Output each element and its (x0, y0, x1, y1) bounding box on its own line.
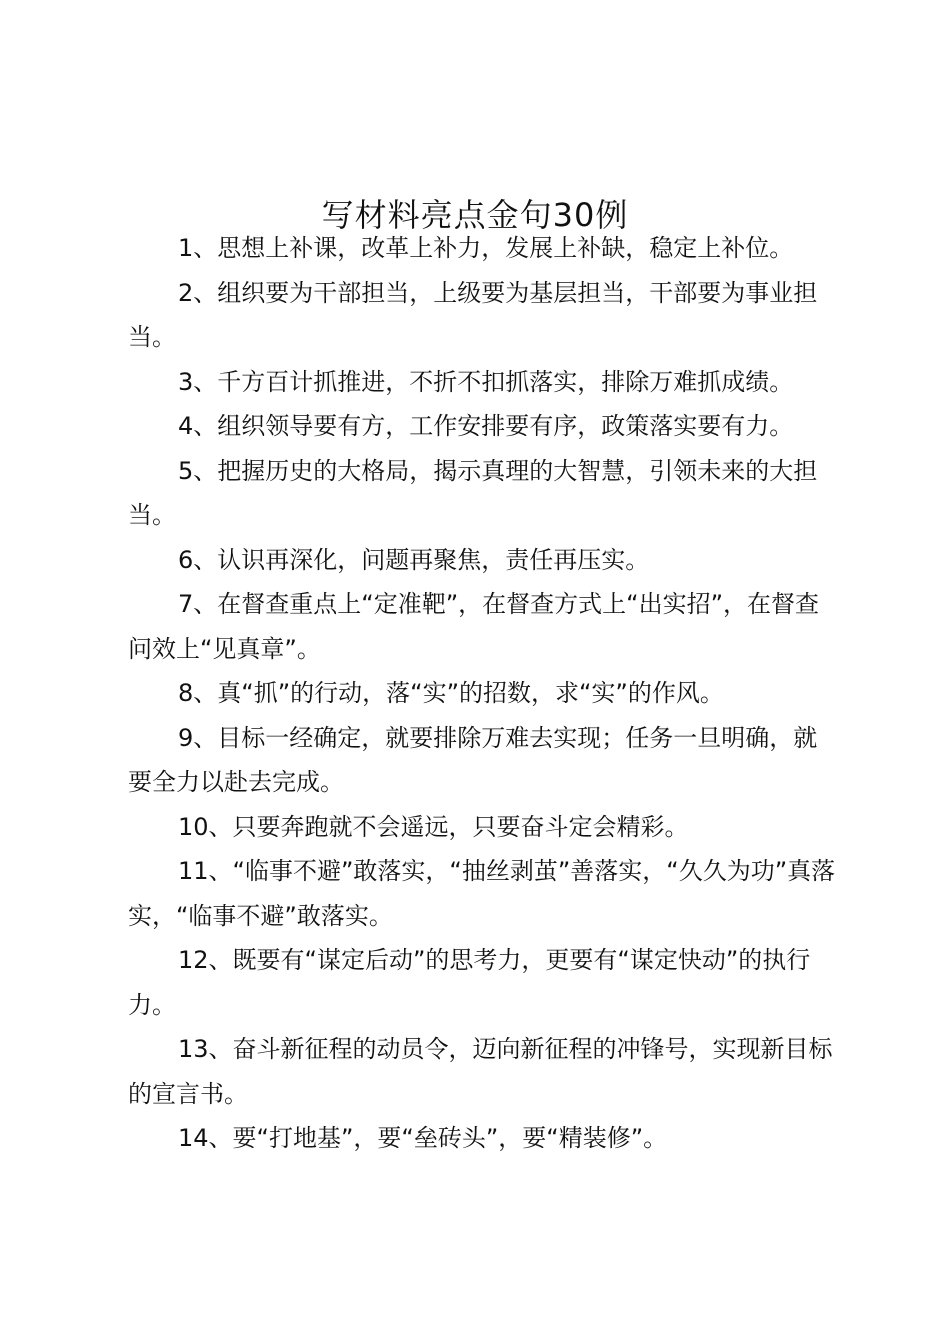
list-item: 13、奋斗新征程的动员令，迈向新征程的冲锋号，实现新目标的宣言书。 (128, 1035, 833, 1108)
list-item: 1、思想上补课，改革上补力，发展上补缺，稳定上补位。 (178, 234, 794, 262)
list-item: 2、组织要为干部担当，上级要为基层担当，干部要为事业担当。 (128, 278, 818, 351)
list-item: 11、“临事不避”敢落实，“抽丝剥茧”善落实，“久久为功”真落实，“临事不避”敢落实。 (128, 857, 836, 930)
list-item: 12、既要有“谋定后动”的思考力，更要有“谋定快动”的执行力。 (128, 946, 811, 1019)
document-body (128, 226, 838, 1161)
list-item: 4、组织领导要有方，工作安排要有序，政策落实要有力。 (178, 412, 794, 440)
list-item: 5、把握历史的大格局，揭示真理的大智慧，引领未来的大担当。 (128, 456, 818, 529)
list-item: 10、只要奔跑就不会遥远，只要奋斗定会精彩。 (178, 812, 689, 841)
list-item: 6、认识再深化，问题再聚焦，责任再压实。 (178, 545, 650, 574)
list-item: 3、千方百计抓推进，不折不扣抓落实，排除万难抓成绩。 (178, 367, 794, 396)
document-title: 写材料亮点金句30例 (321, 196, 629, 235)
list-item: 8、真“抓”的行动，落“实”的招数，求“实”的作风。 (178, 679, 724, 707)
list-item: 7、在督查重点上“定准靶”，在督查方式上“出实招”，在督查问效上“见真章”。 (128, 590, 820, 663)
list-item: 9、目标一经确定，就要排除万难去实现；任务一旦明确，就要全力以赴去完成。 (128, 723, 818, 796)
list-item: 14、要“打地基”，要“垒砖头”，要“精装修”。 (178, 1124, 668, 1152)
